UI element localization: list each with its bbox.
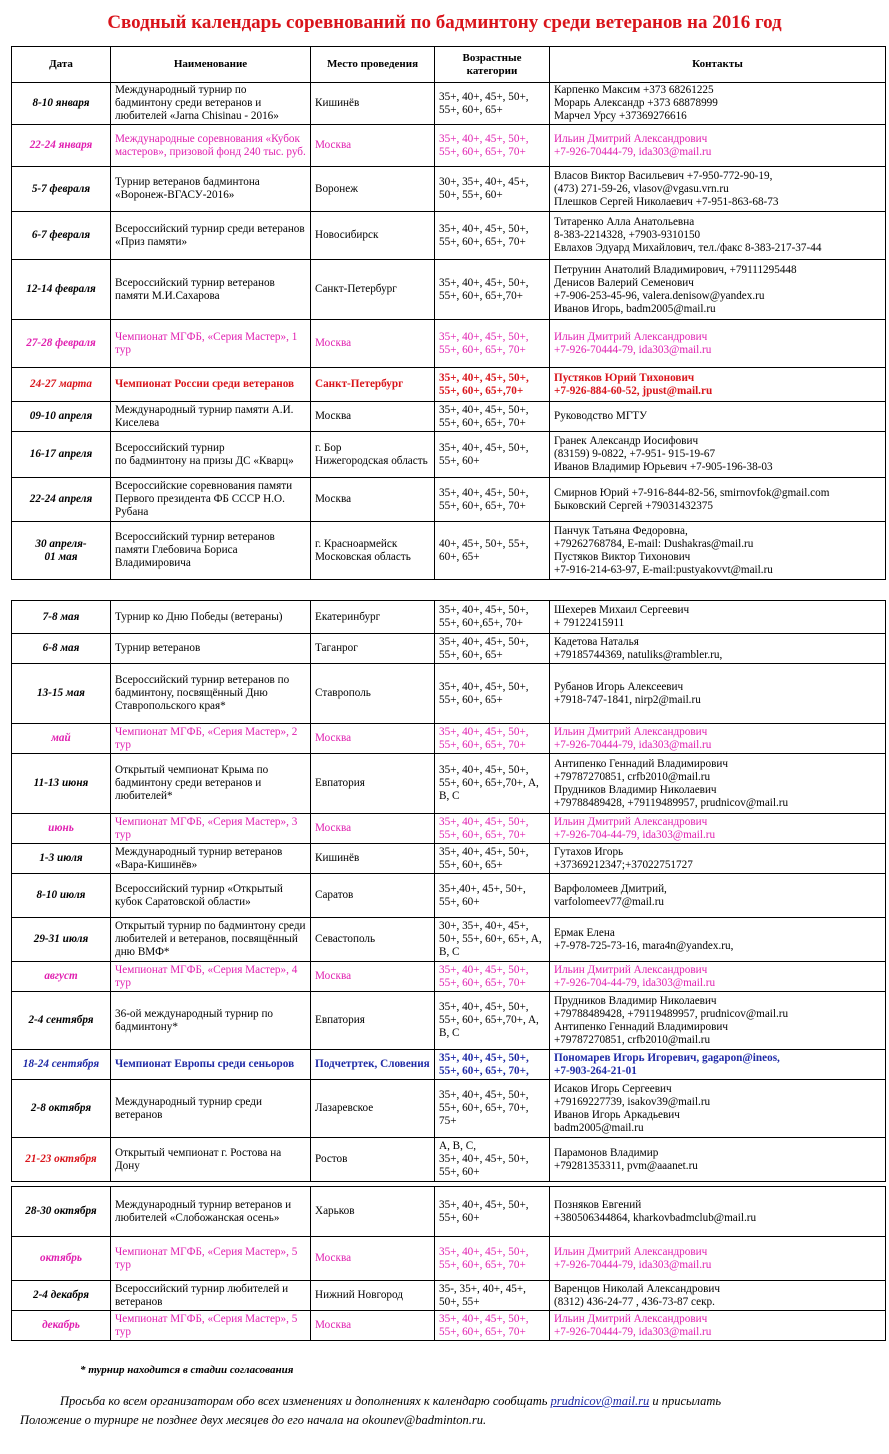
event-categories: 35+,40+, 45+, 50+, 55+, 60+ (435, 874, 550, 918)
event-place: Ростов (311, 1138, 435, 1182)
event-place: Кишинёв (311, 83, 435, 125)
event-name: 36-ой международный турнир по бадминтону* (111, 992, 311, 1050)
event-contacts: Ильин Дмитрий Александрович +7-926-70444-79, ida303@mail.ru (550, 724, 886, 754)
event-categories: 30+, 35+, 40+, 45+, 50+, 55+, 60+, 65+, A, B, C (435, 918, 550, 962)
event-date: 5-7 февраля (12, 167, 111, 212)
event-name: Турнир ко Дню Победы (ветераны) (111, 601, 311, 634)
event-contacts: Позняков Евгений +380506344864, kharkovbadmclub@mail.ru (550, 1187, 886, 1237)
event-contacts: Руководство МГТУ (550, 402, 886, 432)
event-date: 2-4 декабря (12, 1281, 111, 1311)
event-place: Москва (311, 478, 435, 522)
footer-email-link[interactable]: prudnicov@mail.ru (550, 1394, 650, 1408)
event-categories: 35+, 40+, 45+, 50+, 55+, 60+, 65+, 70+ (435, 814, 550, 844)
event-date: 30 апреля- 01 мая (12, 522, 111, 580)
footer-line1-end: и присылать (649, 1394, 722, 1408)
table-row (12, 320, 886, 368)
event-categories: 35+, 40+, 45+, 50+, 55+, 60+, 65+ (435, 83, 550, 125)
event-name: Международный турнир по бадминтону среди ветеранов и любителей «Jarna Chisinau - 2016» (111, 83, 311, 125)
event-date: 2-8 октября (12, 1080, 111, 1138)
event-categories: 35+, 40+, 45+, 50+, 55+, 60+, 65+,70+, A, B, C (435, 754, 550, 814)
event-place: Евпатория (311, 992, 435, 1050)
event-contacts: Ильин Дмитрий Александрович +7-926-70444-79, ida303@mail.ru (550, 320, 886, 368)
table-row (12, 724, 886, 754)
event-categories: 35+, 40+, 45+, 50+, 55+, 60+ (435, 432, 550, 478)
event-name: Всероссийский турнир ветеранов памяти Глебовича Бориса Владимировича (111, 522, 311, 580)
event-date: 18-24 сентября (12, 1050, 111, 1080)
event-categories: 30+, 35+, 40+, 45+, 50+, 55+, 60+ (435, 167, 550, 212)
event-categories: 35+, 40+, 45+, 50+, 55+, 60+, 65+, 70+ (435, 478, 550, 522)
event-categories: 35-, 35+, 40+, 45+, 50+, 55+ (435, 1281, 550, 1311)
event-date: 22-24 апреля (12, 478, 111, 522)
event-date: 13-15 мая (12, 664, 111, 724)
event-categories: 35+, 40+, 45+, 50+, 55+, 60+, 65+, 70+ (435, 1237, 550, 1281)
event-name: Всероссийский турнир «Открытый кубок Саратовской области» (111, 874, 311, 918)
event-name: Всероссийский турнир ветеранов по бадминтону, посвящённый Дню Ставропольского края* (111, 664, 311, 724)
event-categories: 35+, 40+, 45+, 50+, 55+, 60+, 65+, 70+, 75+ (435, 1080, 550, 1138)
event-contacts: Ильин Дмитрий Александрович +7-926-70444-79, ida303@mail.ru (550, 1311, 886, 1341)
event-date: 6-8 мая (12, 634, 111, 664)
table-row (12, 125, 886, 167)
event-place: Москва (311, 1311, 435, 1341)
event-name: Международный турнир памяти А.И. Киселева (111, 402, 311, 432)
event-contacts: Панчук Татьяна Федоровна, +79262768784, E-mail: Dushakras@mail.ru Пустяков Виктор Тихонович +7-916-214-63-97, E-mail:pustyakovvt@mail.ru (550, 522, 886, 580)
event-contacts: Карпенко Максим +373 68261225 Морарь Александр +373 68878999 Марчел Урсу +37369276616 (550, 83, 886, 125)
event-contacts: Ермак Елена +7-978-725-73-16, mara4n@yandex.ru, (550, 918, 886, 962)
event-place: Таганрог (311, 634, 435, 664)
event-contacts: Петрунин Анатолий Владимирович, +79111295448 Денисов Валерий Семенович +7-906-253-45-96, valera.denisow@yandex.ru Иванов Игорь, badm2005@mail.ru (550, 260, 886, 320)
event-place: Москва (311, 962, 435, 992)
event-place: Москва (311, 125, 435, 167)
event-place: г. Красноармейск Московская область (311, 522, 435, 580)
event-place: Харьков (311, 1187, 435, 1237)
event-contacts: Ильин Дмитрий Александрович +7-926-70444-79, ida303@mail.ru (550, 1237, 886, 1281)
table-row (12, 1187, 886, 1237)
table-row (12, 1311, 886, 1341)
event-place: Кишинёв (311, 844, 435, 874)
event-contacts: Шехерев Михаил Сергеевич + 79122415911 (550, 601, 886, 634)
event-categories: 40+, 45+, 50+, 55+, 60+, 65+ (435, 522, 550, 580)
event-contacts: Варенцов Николай Александрович (8312) 436-24-77 , 436-73-87 секр. (550, 1281, 886, 1311)
event-categories: 35+, 40+, 45+, 50+, 55+, 60+, 65+,70+ (435, 260, 550, 320)
event-name: Международный турнир ветеранов и любителей «Слобожанская осень» (111, 1187, 311, 1237)
event-categories: A, B, C, 35+, 40+, 45+, 50+, 55+, 60+ (435, 1138, 550, 1182)
event-contacts: Ильин Дмитрий Александрович +7-926-704-44-79, ida303@mail.ru (550, 962, 886, 992)
event-place: Москва (311, 402, 435, 432)
footnote: * турнир находится в стадии согласования (80, 1364, 294, 1376)
table-row (12, 522, 886, 580)
event-categories: 35+, 40+, 45+, 50+, 55+, 60+, 65+ (435, 844, 550, 874)
table-row (12, 402, 886, 432)
event-categories: 35+, 40+, 45+, 50+, 55+, 60+,65+, 70+ (435, 601, 550, 634)
event-name: Турнир ветеранов (111, 634, 311, 664)
table-row (12, 874, 886, 918)
event-place: Москва (311, 814, 435, 844)
event-categories: 35+, 40+, 45+, 50+, 55+, 60+, 65+, 70+ (435, 1311, 550, 1341)
event-date: 1-3 июля (12, 844, 111, 874)
event-name: Всероссийский турнир по бадминтону на призы ДС «Кварц» (111, 432, 311, 478)
event-date: 16-17 апреля (12, 432, 111, 478)
event-date: 24-27 марта (12, 368, 111, 402)
event-date: 7-8 мая (12, 601, 111, 634)
table-row (12, 212, 886, 260)
event-contacts: Пустяков Юрий Тихонович +7-926-884-60-52, jpust@mail.ru (550, 368, 886, 402)
event-contacts: Прудников Владимир Николаевич +79788489428, +79119489957, prudnicov@mail.ru Антипенко Геннадий Владимирович +79787270851, crfb2010@mail.ru (550, 992, 886, 1050)
event-name: Чемпионат России среди ветеранов (111, 368, 311, 402)
event-name: Открытый чемпионат г. Ростова на Дону (111, 1138, 311, 1182)
event-date: 22-24 января (12, 125, 111, 167)
event-date: октябрь (12, 1237, 111, 1281)
event-place: Ставрополь (311, 664, 435, 724)
event-categories: 35+, 40+, 45+, 50+, 55+, 60+, 65+, 70+ (435, 125, 550, 167)
event-contacts: Кадетова Наталья +79185744369, natuliks@rambler.ru, (550, 634, 886, 664)
event-date: 6-7 февраля (12, 212, 111, 260)
event-contacts: Варфоломеев Дмитрий, varfolomeev77@mail.ru (550, 874, 886, 918)
event-categories: 35+, 40+, 45+, 50+, 55+, 60+, 65+ (435, 634, 550, 664)
event-date: 8-10 июля (12, 874, 111, 918)
event-contacts: Власов Виктор Васильевич +7-950-772-90-19, (473) 271-59-26, vlasov@vgasu.vrn.ru Плешков Сергей Николаевич +7-951-863-68-73 (550, 167, 886, 212)
header-categories: Возрастные категории (435, 47, 550, 83)
event-categories: 35+, 40+, 45+, 50+, 55+, 60+ (435, 1187, 550, 1237)
event-name: Международный турнир ветеранов «Вара-Кишинёв» (111, 844, 311, 874)
event-date: 12-14 февраля (12, 260, 111, 320)
table-row (12, 368, 886, 402)
calendar-table-1 (11, 46, 886, 580)
event-date: 09-10 апреля (12, 402, 111, 432)
event-place: Москва (311, 1237, 435, 1281)
header-date: Дата (12, 47, 111, 83)
event-contacts: Титаренко Алла Анатольевна 8-383-2214328, +7903-9310150 Евлахов Эдуард Михайлович, тел./факс 8-383-217-37-44 (550, 212, 886, 260)
event-name: Всероссийский турнир ветеранов памяти М.И.Сахарова (111, 260, 311, 320)
event-place: Саратов (311, 874, 435, 918)
event-name: Чемпионат Европы среди сеньоров (111, 1050, 311, 1080)
calendar-table-3 (11, 1186, 886, 1341)
event-place: Санкт-Петербург (311, 368, 435, 402)
event-date: 21-23 октября (12, 1138, 111, 1182)
table-row (12, 83, 886, 125)
event-date: 28-30 октября (12, 1187, 111, 1237)
event-date: 27-28 февраля (12, 320, 111, 368)
event-name: Открытый чемпионат Крыма по бадминтону среди ветеранов и любителей* (111, 754, 311, 814)
table-row (12, 478, 886, 522)
event-date: август (12, 962, 111, 992)
header-row (12, 47, 886, 83)
footer-line2: Положение о турнире не позднее двух месяцев до его начала на okounev@badminton.ru. (20, 1413, 487, 1427)
event-name: Всероссийский турнир любителей и ветеранов (111, 1281, 311, 1311)
table-row (12, 844, 886, 874)
event-date: июнь (12, 814, 111, 844)
event-name: Чемпионат МГФБ, «Серия Мастер», 3 тур (111, 814, 311, 844)
event-date: 8-10 января (12, 83, 111, 125)
table-row (12, 814, 886, 844)
event-categories: 35+, 40+, 45+, 50+, 55+, 60+, 65+, 70+ (435, 320, 550, 368)
event-place: Нижний Новгород (311, 1281, 435, 1311)
event-contacts: Ильин Дмитрий Александрович +7-926-704-44-79, ida303@mail.ru (550, 814, 886, 844)
event-name: Международный турнир среди ветеранов (111, 1080, 311, 1138)
event-contacts: Смирнов Юрий +7-916-844-82-56, smirnovfok@gmail.com Быковский Сергей +79031432375 (550, 478, 886, 522)
event-categories: 35+, 40+, 45+, 50+, 55+, 60+, 65+, 70+ (435, 962, 550, 992)
event-contacts: Гранек Александр Иосифович (83159) 9-0822, +7-951- 915-19-67 Иванов Владимир Юрьевич +7-905-196-38-03 (550, 432, 886, 478)
event-place: Лазаревское (311, 1080, 435, 1138)
calendar-table-2 (11, 600, 886, 1182)
event-categories: 35+, 40+, 45+, 50+, 55+, 60+, 65+, 70+ (435, 212, 550, 260)
event-contacts: Пономарев Игорь Игоревич, gagapon@ineos, +7-903-264-21-01 (550, 1050, 886, 1080)
event-name: Чемпионат МГФБ, «Серия Мастер», 5 тур (111, 1311, 311, 1341)
header-place: Место проведения (311, 47, 435, 83)
event-date: 11-13 июня (12, 754, 111, 814)
footer-line1: Просьба ко всем организаторам обо всех изменениях и дополнениях к календарю сообщать (60, 1394, 551, 1408)
event-name: Всероссийский турнир среди ветеранов «Приз памяти» (111, 212, 311, 260)
table-row (12, 1050, 886, 1080)
page-title: Сводный календарь соревнований по бадминтону среди ветеранов на 2016 год (107, 12, 782, 33)
event-contacts: Рубанов Игорь Алексеевич +7918-747-1841, nirp2@mail.ru (550, 664, 886, 724)
event-categories: 35+, 40+, 45+, 50+, 55+, 60+, 65+,70+ (435, 368, 550, 402)
event-place: Севастополь (311, 918, 435, 962)
event-contacts: Исаков Игорь Сергеевич +79169227739, isakov39@mail.ru Иванов Игорь Аркадьевич badm2005@mail.ru (550, 1080, 886, 1138)
event-name: Чемпионат МГФБ, «Серия Мастер», 4 тур (111, 962, 311, 992)
table-row (12, 432, 886, 478)
table-row (12, 962, 886, 992)
event-categories: 35+, 40+, 45+, 50+, 55+, 60+, 65+,70+, A, B, C (435, 992, 550, 1050)
event-contacts: Антипенко Геннадий Владимирович +79787270851, crfb2010@mail.ru Прудников Владимир Николаевич +79788489428, +79119489957, prudnicov@mail.ru (550, 754, 886, 814)
event-place: Москва (311, 320, 435, 368)
event-place: Новосибирск (311, 212, 435, 260)
event-categories: 35+, 40+, 45+, 50+, 55+, 60+, 65+, 70+ (435, 402, 550, 432)
event-categories: 35+, 40+, 45+, 50+, 55+, 60+, 65+, 70+, (435, 1050, 550, 1080)
header-name: Наименование (111, 47, 311, 83)
table-row (12, 754, 886, 814)
event-place: Подчетртек, Словения (311, 1050, 435, 1080)
table-row (12, 918, 886, 962)
event-place: Воронеж (311, 167, 435, 212)
table-row (12, 664, 886, 724)
table-row (12, 1237, 886, 1281)
event-place: Екатеринбург (311, 601, 435, 634)
header-contacts: Контакты (550, 47, 886, 83)
table-row (12, 1138, 886, 1182)
event-contacts: Ильин Дмитрий Александрович +7-926-70444-79, ida303@mail.ru (550, 125, 886, 167)
event-categories: 35+, 40+, 45+, 50+, 55+, 60+, 65+, 70+ (435, 724, 550, 754)
footer-text (20, 1392, 880, 1430)
event-date: май (12, 724, 111, 754)
event-contacts: Парамонов Владимир +79281353311, pvm@aaanet.ru (550, 1138, 886, 1182)
table-row (12, 167, 886, 212)
table-row (12, 1281, 886, 1311)
event-contacts: Гутахов Игорь +37369212347;+37022751727 (550, 844, 886, 874)
event-name: Турнир ветеранов бадминтона «Воронеж-ВГАСУ-2016» (111, 167, 311, 212)
table-row (12, 260, 886, 320)
table-row (12, 601, 886, 634)
table-row (12, 1080, 886, 1138)
event-name: Международные соревнования «Кубок мастеров», призовой фонд 240 тыс. руб. (111, 125, 311, 167)
event-name: Чемпионат МГФБ, «Серия Мастер», 1 тур (111, 320, 311, 368)
event-place: Москва (311, 724, 435, 754)
event-name: Открытый турнир по бадминтону среди любителей и ветеранов, посвящённый дню ВМФ* (111, 918, 311, 962)
event-name: Всероссийские соревнования памяти Первого президента ФБ СССР Н.О. Рубана (111, 478, 311, 522)
event-categories: 35+, 40+, 45+, 50+, 55+, 60+, 65+ (435, 664, 550, 724)
event-date: 29-31 июля (12, 918, 111, 962)
table-row (12, 992, 886, 1050)
event-date: декабрь (12, 1311, 111, 1341)
event-place: Санкт-Петербург (311, 260, 435, 320)
event-name: Чемпионат МГФБ, «Серия Мастер», 2 тур (111, 724, 311, 754)
event-place: г. Бор Нижегородская область (311, 432, 435, 478)
event-date: 2-4 сентября (12, 992, 111, 1050)
event-name: Чемпионат МГФБ, «Серия Мастер», 5 тур (111, 1237, 311, 1281)
event-place: Евпатория (311, 754, 435, 814)
table-row (12, 634, 886, 664)
